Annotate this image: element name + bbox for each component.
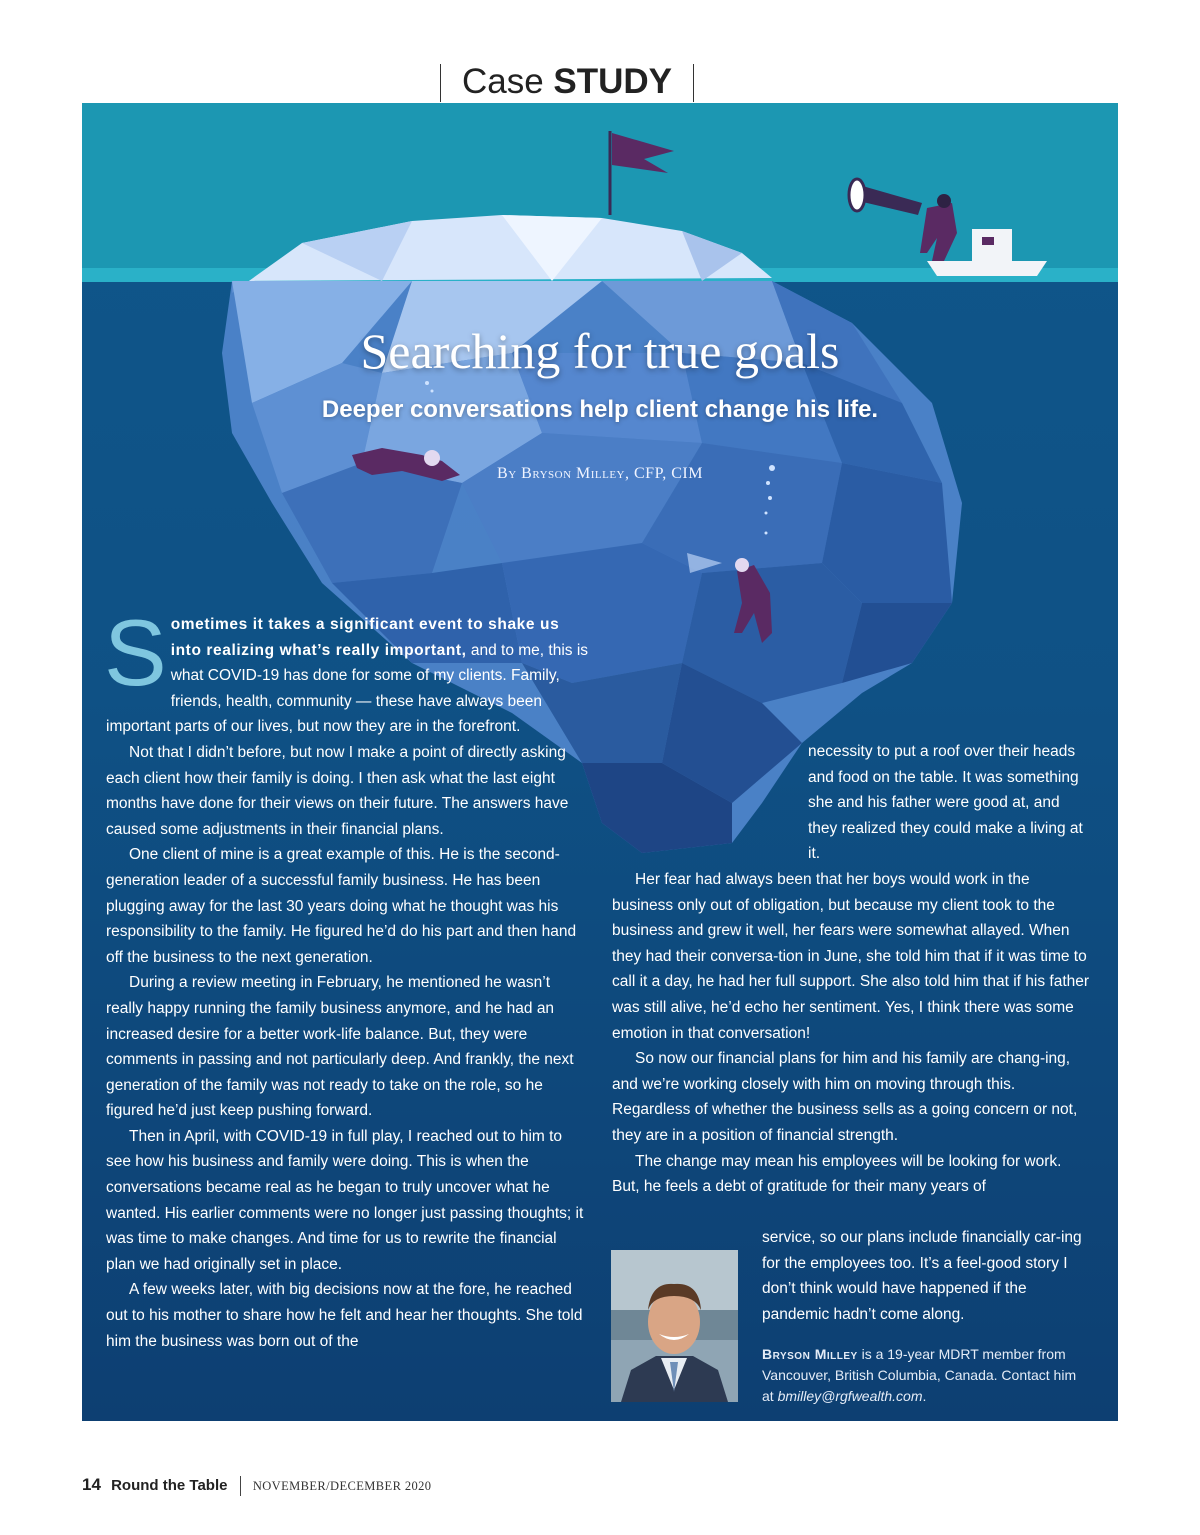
paragraph: necessity to put a roof over their heads and food on the table. It was something she and his father were good at, and they realized they could make a living at it. — [808, 743, 1083, 863]
header-study: STUDY — [553, 62, 673, 101]
bio-email: bmilley@rgfwealth.com — [777, 1388, 923, 1404]
article-column-right-end — [762, 1225, 1092, 1327]
paragraph — [104, 600, 590, 740]
paragraph: Then in April, with COVID-19 in full play, I reached out to him to see how his business and family were doing. This is when the conversations became real as he began to truly uncover what he wanted. His earlier comments were no longer just passing thoughts; it was time to make changes. And time for us to rewrite the financial plan we had originally set in place. — [106, 1127, 584, 1273]
article-column-right — [612, 867, 1092, 1200]
bio-name: Bryson Milley — [762, 1346, 858, 1362]
issue-date: NOVEMBER/DECEMBER 2020 — [252, 1479, 432, 1493]
boat — [927, 261, 1047, 276]
author-photo — [611, 1250, 738, 1402]
paragraph: The change may mean his employees will be looking for work. But, he feels a debt of gratitude for their many years of — [612, 1152, 1062, 1196]
magazine-name: Round the Table — [111, 1477, 228, 1494]
footer-divider — [240, 1476, 241, 1496]
lead-in: ometimes it takes a significant event to shake us into realizing what’s really important, — [170, 616, 560, 659]
paragraph: service, so our plans include financially car-ing for the employees too. It’s a feel-good story I don’t think would have happened if the pandemic hadn’t come along. — [762, 1229, 1082, 1323]
paragraph: One client of mine is a great example of this. He is the second-generation leader of a successful family business. He has been plugging away for the last 30 years doing what he thought was his responsibility to the family. He figured he’d do his part and then hand off the business to the next generation. — [106, 846, 577, 966]
paragraph: A few weeks later, with big decisions now at the fore, he reached out to his mother to share how he felt and hear her thoughts. She told him the business was born out of the — [106, 1281, 583, 1350]
article-byline: By Bryson Milley, CFP, CIM — [497, 465, 703, 482]
page-number: 14 — [82, 1475, 101, 1494]
page-footer — [82, 1475, 431, 1496]
drop-cap: S — [104, 600, 167, 705]
paragraph: During a review meeting in February, he mentioned he wasn’t really happy running the family business anymore, and he had an increased desire for a better work-life balance. But, they were comments in passing and not particularly deep. And frankly, the next generation of the family was not ready to take on the role, so he figured he’d just keep pushing forward. — [106, 974, 574, 1120]
article-title: Searching for true goals — [360, 323, 840, 379]
article-column-left — [104, 600, 590, 1354]
paragraph-text: and to me, this is what COVID-19 has done for some of my clients. Family, friends, health, community — these have always been important parts of our lives, but now they are in the forefront. — [106, 641, 589, 736]
section-header — [440, 64, 694, 102]
paragraph: Not that I didn’t before, but now I make a point of directly asking each client how their family is doing. I then ask what the last eight months have done for their views on their future. The answers have caused some adjustments in their financial plans. — [106, 743, 569, 838]
paragraph: Her fear had always been that her boys would work in the business only out of obligation, but because my client took to the business and grew it well, her fears were somewhat allayed. When they had their conversa-tion in June, she told him that if it was time to call it a day, he had her full support. She also told him that if his father was still alive, he’d echo her sentiment. Yes, I think there was some emotion in that conversation! — [612, 871, 1090, 1042]
bio-end: . — [922, 1388, 927, 1404]
article-subtitle: Deeper conversations help client change his life. — [321, 396, 879, 423]
flag — [612, 133, 674, 173]
paragraph: So now our financial plans for him and his family are chang-ing, and we’re working closely with him on moving through this. Regardless of whether the business sells as a going concern or not, they are in a position of financial strength. — [612, 1050, 1078, 1144]
article-column-right-top — [756, 739, 1092, 867]
author-bio — [762, 1344, 1082, 1407]
bio-text: is a 19-year MDRT member from Vancouver, British Columbia, Canada. Contact him at — [762, 1346, 1077, 1404]
header-case: Case — [461, 62, 544, 101]
